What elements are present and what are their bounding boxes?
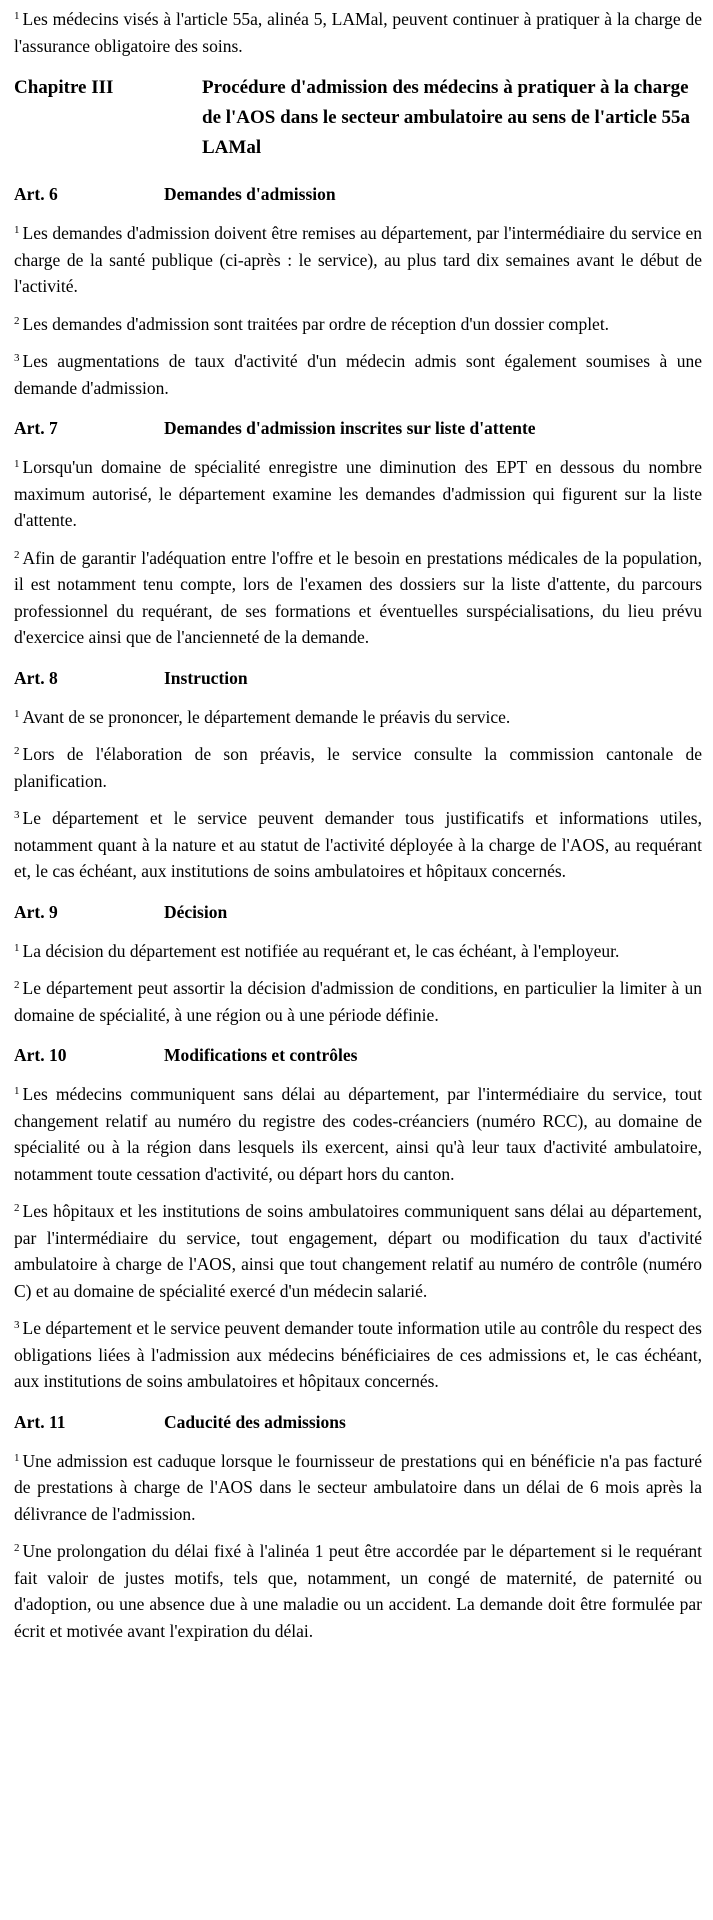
paragraph-text: Avant de se prononcer, le département demande le préavis du service. (22, 706, 511, 727)
article-paragraph (14, 1081, 702, 1187)
paragraph-text: Le département et le service peuvent demander tous justificatifs et informations utiles, notamment quant à la nature et au statut de l'activité déployée à la charge de l'AOS, au requérant et, le cas échéant, aux institutions de soins ambulatoires et hôpitaux concernés. (14, 808, 702, 881)
article-title: Demandes d'admission (164, 184, 336, 204)
paragraph-text: Les demandes d'admission sont traitées par ordre de réception d'un dossier complet. (22, 313, 610, 334)
article-heading (14, 415, 702, 441)
article-title: Demandes d'admission inscrites sur liste d'attente (164, 418, 536, 438)
article-number: Art. 10 (14, 1045, 67, 1065)
article-paragraph (14, 545, 702, 651)
chapter-number: Chapitre III (14, 77, 114, 98)
paragraph-number: 1 (14, 458, 20, 470)
article-paragraph (14, 805, 702, 885)
article-paragraph (14, 348, 702, 401)
paragraph-text: Les médecins communiquent sans délai au département, par l'intermédiaire du service, tout changement relatif au numéro du registre des codes-créanciers (numéro RCC), au domaine de spécialité ou à la région dans lesquels ils exercent, ainsi qu'à leur taux d'activité ambulatoire, notamment toute cessation d'activité, ou départ hors du canton. (14, 1084, 702, 1184)
paragraph-text: Une prolongation du délai fixé à l'alinéa 1 peut être accordée par le département si le requérant fait valoir de justes motifs, tels que, notamment, un congé de maternité, de paternité ou d'adoption, ou une absence due à une maladie ou un accident. La demande doit être formulée par écrit et motivée avant l'expiration du délai. (14, 1541, 702, 1641)
paragraph-text: Le département peut assortir la décision d'admission de conditions, en particulier la limiter à un domaine de spécialité, à une région ou à une période définie. (14, 978, 702, 1025)
paragraph-text: Les hôpitaux et les institutions de soins ambulatoires communiquent sans délai au département, par l'intermédiaire du service, tout engagement, départ ou modification du taux d'activité ambulatoire à charge de l'AOS, ainsi que tout changement relatif au numéro de contrôle (numéro C) et au domaine de spécialité exercé d'un médecin salarié. (14, 1201, 702, 1301)
article-paragraph (14, 1198, 702, 1304)
paragraph-number: 1 (14, 10, 20, 22)
paragraph-number: 2 (14, 979, 20, 991)
article-heading (14, 899, 702, 925)
paragraph-number: 2 (14, 745, 20, 757)
paragraph-text: La décision du département est notifiée au requérant et, le cas échéant, à l'employeur. (22, 940, 620, 961)
intro-paragraph (14, 6, 702, 59)
article-paragraph (14, 938, 702, 965)
article-heading (14, 665, 702, 691)
article-title: Caducité des admissions (164, 1411, 346, 1432)
paragraph-text: Les demandes d'admission doivent être remises au département, par l'intermédiaire du service en charge de la santé publique (ci-après : le service), au plus tard dix semaines avant le début de l'activité. (14, 223, 702, 296)
paragraph-number: 3 (14, 1319, 20, 1331)
article-paragraph (14, 454, 702, 534)
article-title: Décision (164, 901, 228, 922)
paragraph-number: 3 (14, 809, 20, 821)
paragraph-number: 2 (14, 1542, 20, 1554)
paragraph-text: Le département et le service peuvent demander toute information utile au contrôle du respect des obligations liées à l'admission aux médecins bénéficiaires de ces admissions et, le cas échéant, aux institutions de soins ambulatoires et hôpitaux concernés. (14, 1318, 702, 1391)
chapter-heading (14, 73, 702, 163)
paragraph-number: 2 (14, 548, 20, 561)
article-paragraph (14, 220, 702, 300)
document-page (0, 6, 713, 1644)
article-paragraph (14, 704, 702, 731)
chapter-title: Procédure d'admission des médecins à pratiquer à la charge de l'AOS dans le secteur ambulatoire au sens de l'article 55a LAMal (202, 77, 691, 158)
paragraph-number: 1 (14, 941, 20, 954)
article-number: Art. 11 (14, 1411, 66, 1432)
article-number: Art. 7 (14, 418, 58, 438)
article-title: Modifications et contrôles (164, 1045, 358, 1065)
article-paragraph (14, 741, 702, 794)
paragraph-text: Afin de garantir l'adéquation entre l'offre et le besoin en prestations médicales de la population, il est notamment tenu compte, lors de l'examen des dossiers sur la liste d'attente, du parcours professionnel du requérant, de ses formations et éventuelles surspécialisations, du lieu prévu d'exercice ainsi que de l'ancienneté de la demande. (14, 547, 702, 647)
article-title: Instruction (164, 667, 248, 688)
paragraph-number: 2 (14, 314, 20, 327)
paragraph-number: 2 (14, 1202, 20, 1214)
paragraph-number: 1 (14, 1451, 20, 1464)
paragraph-text: Les augmentations de taux d'activité d'un médecin admis sont également soumises à une demande d'admission. (14, 351, 702, 398)
paragraph-number: 3 (14, 352, 20, 364)
paragraph-number: 1 (14, 707, 20, 720)
paragraph-text: Les médecins visés à l'article 55a, alinéa 5, LAMal, peuvent continuer à pratiquer à la charge de l'assurance obligatoire des soins. (14, 9, 702, 56)
article-heading (14, 1042, 702, 1068)
article-heading (14, 1409, 702, 1435)
paragraph-text: Lors de l'élaboration de son préavis, le service consulte la commission cantonale de planification. (14, 744, 702, 791)
paragraph-number: 1 (14, 224, 20, 236)
article-paragraph (14, 1538, 702, 1644)
article-paragraph (14, 975, 702, 1028)
article-paragraph (14, 311, 702, 338)
article-heading (14, 181, 702, 207)
article-paragraph (14, 1448, 702, 1528)
paragraph-text: Lorsqu'un domaine de spécialité enregistre une diminution des EPT en dessous du nombre maximum autorisé, le département examine les demandes d'admission qui figurent sur la liste d'attente. (14, 457, 702, 530)
paragraph-number: 1 (14, 1085, 20, 1097)
article-paragraph (14, 1315, 702, 1395)
paragraph-text: Une admission est caduque lorsque le fournisseur de prestations qui en bénéficie n'a pas facturé de prestations à charge de l'AOS dans le secteur ambulatoire dans un délai de 6 mois après la délivrance de l'admission. (14, 1450, 702, 1524)
article-number: Art. 9 (14, 901, 58, 922)
article-number: Art. 8 (14, 667, 58, 688)
article-number: Art. 6 (14, 184, 58, 204)
